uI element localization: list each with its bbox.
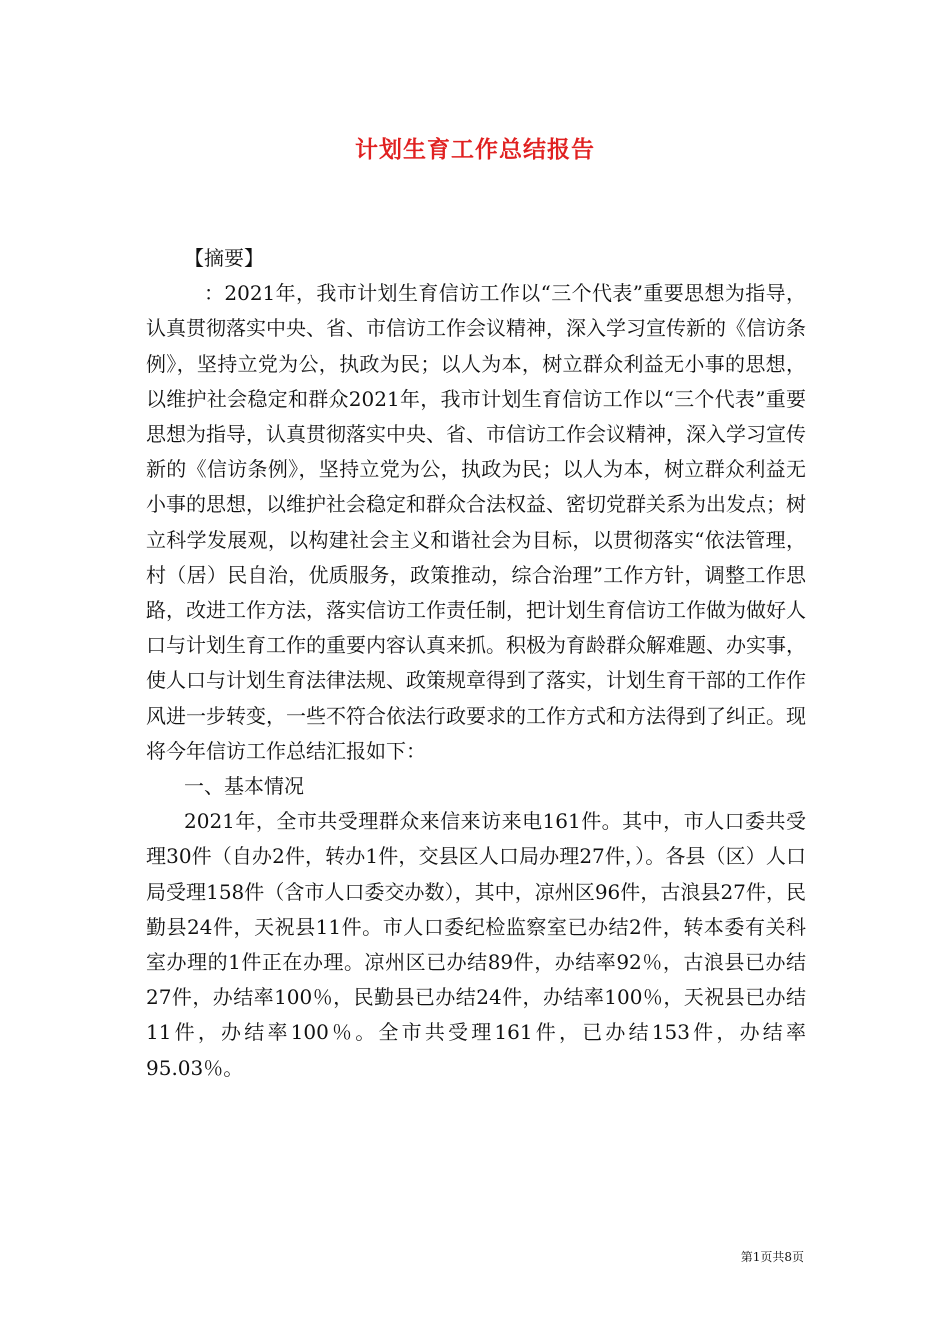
section-heading-basic-situation: 一、基本情况 — [184, 774, 304, 799]
document-body — [146, 241, 806, 1086]
document-title: 计划生育工作总结报告 — [355, 137, 595, 163]
abstract-label: 【摘要】 — [184, 246, 264, 270]
basic-situation-paragraph: 2021年，全市共受理群众来信来访来电161件。其中，市人口委共受理30件（自办2件，转办1件，交县区人口局办理27件，）。各县（区）人口局受理158件（含市人口委交办数），其中，凉州区96件，古浪县27件，民勤县24件，天祝县11件。市人口委纪检监察室已办结2件，转本委有关科室办理的1件正在办理。凉州区已办结89件，办结率92％，古浪县已办结27件，办结率100％，民勤县已办结24件，办结率100％，天祝县已办结11件，办结率100％。全市共受理161件，已办结153件，办结率95.03％。 — [146, 809, 806, 1080]
abstract-paragraph: ：2021年，我市计划生育信访工作以“三个代表”重要思想为指导，认真贯彻落实中央、省、市信访工作会议精神，深入学习宣传新的《信访条例》，坚持立党为公，执政为民；以人为本，树立群众利益无小事的思想，以维护社会稳定和群众2021年，我市计划生育信访工作以“三个代表”重要思想为指导，认真贯彻落实中央、省、市信访工作会议精神，深入学习宣传新的《信访条例》，坚持立党为公，执政为民；以人为本，树立群众利益无小事的思想，以维护社会稳定和群众合法权益、密切党群关系为出发点；树立科学发展观，以构建社会主义和谐社会为目标，以贯彻落实“依法管理，村（居）民自治，优质服务，政策推动，综合治理”工作方针，调整工作思路，改进工作方法，落实信访工作责任制，把计划生育信访工作做为做好人口与计划生育工作的重要内容认真来抓。积极为育龄群众解难题、办实事，使人口与计划生育法律法规、政策规章得到了落实，计划生育干部的工作作风进一步转变，一些不符合依法行政要求的工作方式和方法得到了纠正。现将今年信访工作总结汇报如下： — [146, 281, 806, 763]
page-number: 第1页共8页 — [740, 1250, 804, 1264]
